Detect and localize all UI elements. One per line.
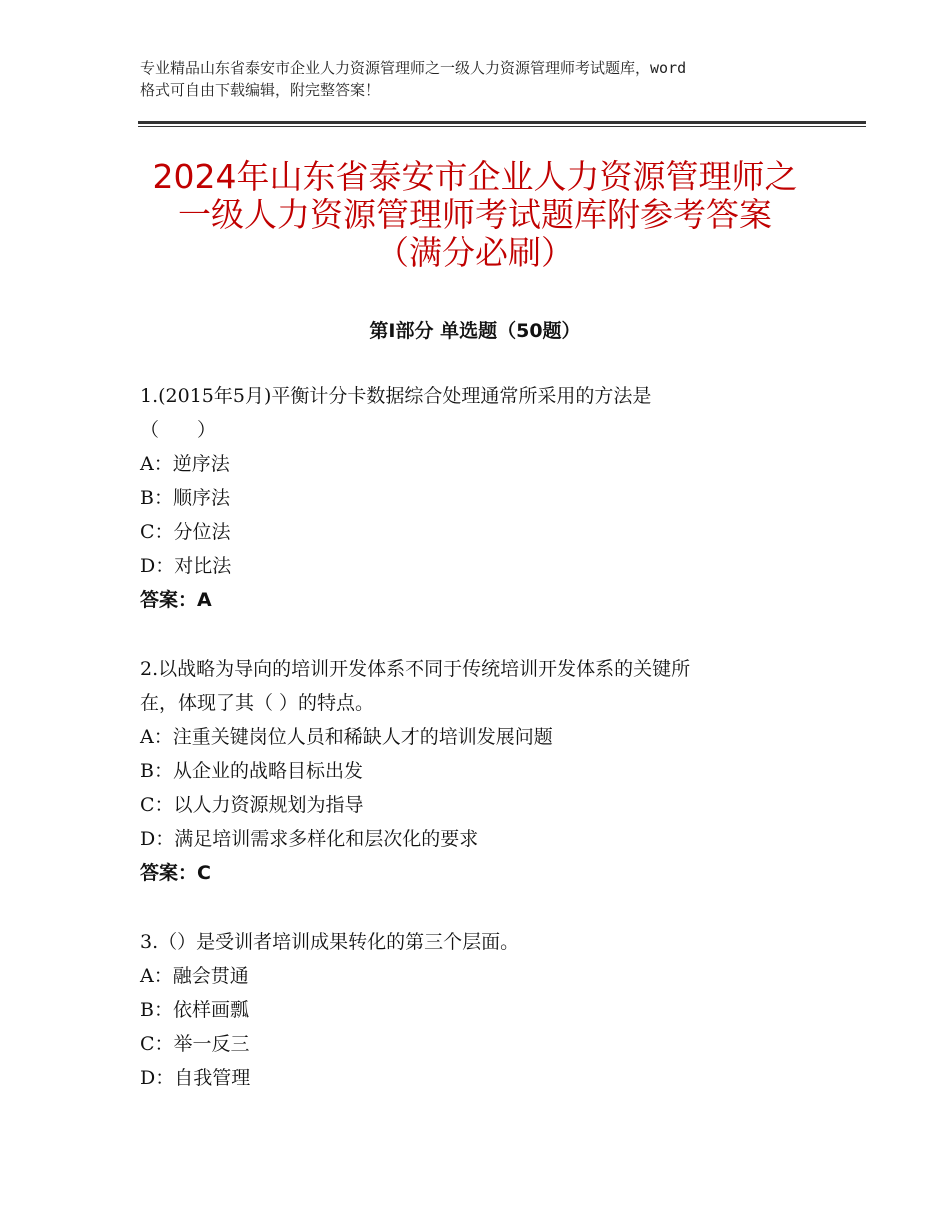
option-a: A：逆序法 (140, 453, 230, 475)
title-line: 一级人力资源管理师考试题库附参考答案 (178, 195, 772, 234)
question-stem: 2.以战略为导向的培训开发体系不同于传统培训开发体系的关键所 (140, 658, 691, 680)
option-a: A：融会贯通 (140, 965, 249, 987)
option-c: C：分位法 (140, 521, 231, 543)
option-d: D：满足培训需求多样化和层次化的要求 (140, 828, 479, 850)
option-d: D：对比法 (140, 555, 232, 577)
option-b: B：依样画瓢 (140, 999, 249, 1021)
section-title: 第Ⅰ部分 单选题（50题） (369, 320, 581, 342)
header-rule-thick (138, 121, 866, 124)
option-b: B：顺序法 (140, 487, 230, 509)
answer: 答案：A (140, 589, 212, 611)
header-note-line: 格式可自由下载编辑，附完整答案！ (140, 81, 381, 99)
question-1 (140, 379, 820, 617)
question-stem: （ ） (140, 419, 217, 441)
header-note-line: 专业精品山东省泰安市企业人力资源管理师之一级人力资源管理师考试题库，word (140, 59, 687, 77)
header-note (140, 57, 840, 101)
question-stem: 3.（）是受训者培训成果转化的第三个层面。 (140, 931, 520, 953)
option-b: B：从企业的战略目标出发 (140, 760, 363, 782)
option-c: C：举一反三 (140, 1033, 250, 1055)
title-line: 2024年山东省泰安市企业人力资源管理师之 (152, 157, 798, 196)
question-3 (140, 925, 820, 1095)
option-d: D：自我管理 (140, 1067, 251, 1089)
question-stem: 1.(2015年5月)平衡计分卡数据综合处理通常所采用的方法是 (140, 385, 652, 407)
title-line: （满分必刷） (376, 233, 574, 272)
question-stem: 在，体现了其（ ）的特点。 (140, 692, 375, 714)
header-rule-thin (138, 126, 866, 127)
document-title (120, 158, 830, 272)
option-c: C：以人力资源规划为指导 (140, 794, 364, 816)
answer: 答案：C (140, 862, 211, 884)
option-a: A：注重关键岗位人员和稀缺人才的培训发展问题 (140, 726, 553, 748)
question-2 (140, 652, 820, 890)
